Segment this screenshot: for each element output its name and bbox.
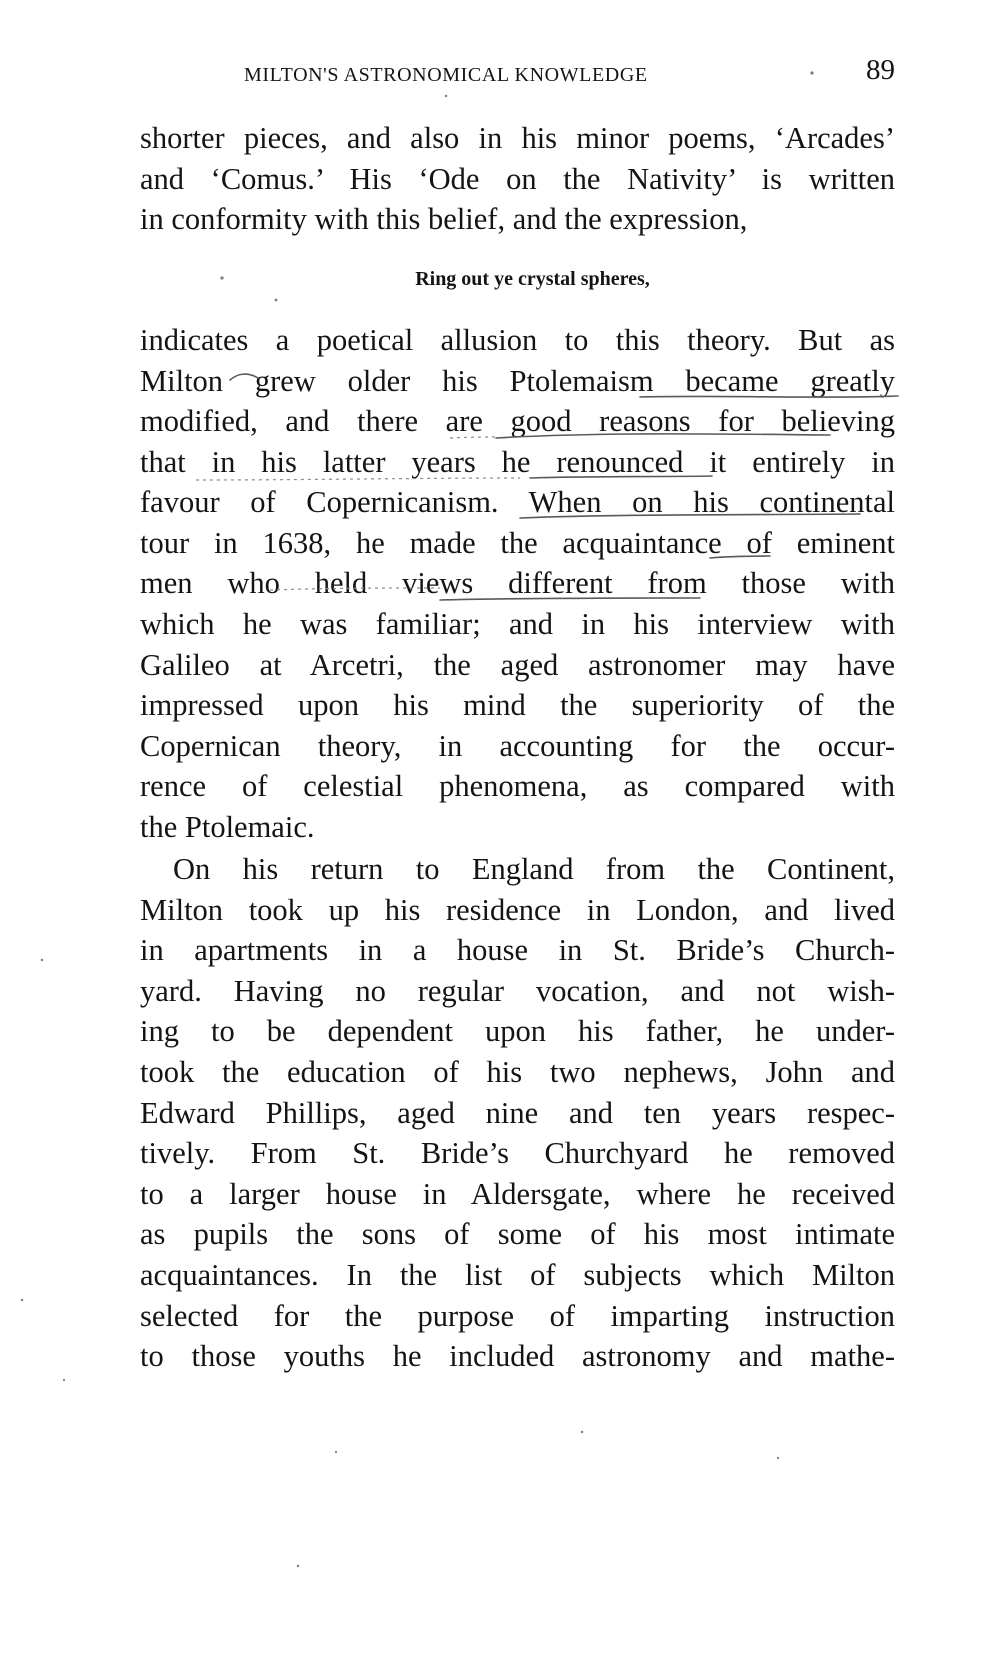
text-line: selected for the purpose of imparting instruction bbox=[140, 1299, 895, 1333]
text-line: in conformity with this belief, and the expression, bbox=[140, 202, 748, 236]
paper-speck bbox=[335, 1451, 337, 1453]
paper-speck bbox=[581, 1431, 583, 1433]
text-line: as pupils the sons of some of his most intimate bbox=[140, 1217, 895, 1251]
paper-speck bbox=[41, 959, 43, 961]
text-line: On his return to England from the Continent, bbox=[173, 852, 895, 886]
text-line: shorter pieces, and also in his minor poems, ‘Arcades’ bbox=[140, 121, 895, 155]
text-line: to those youths he included astronomy and mathe- bbox=[140, 1339, 895, 1373]
text-line: and ‘Comus.’ His ‘Ode on the Nativity’ is written bbox=[140, 162, 895, 196]
text-line: in apartments in a house in St. Bride’s Church- bbox=[140, 933, 895, 967]
paper-speck bbox=[777, 1457, 779, 1459]
text-line: which he was familiar; and in his interview with bbox=[140, 607, 895, 641]
text-line: favour of Copernicanism. When on his continental bbox=[140, 485, 895, 519]
text-line: that in his latter years he renounced it entirely in bbox=[140, 445, 895, 479]
text-line: Milton grew older his Ptolemaism became greatly bbox=[140, 364, 895, 398]
text-line: tour in 1638, he made the acquaintance of eminent bbox=[140, 526, 895, 560]
text-line: Galileo at Arcetri, the aged astronomer may have bbox=[140, 648, 895, 682]
text-line: Edward Phillips, aged nine and ten years respec- bbox=[140, 1096, 895, 1130]
text-line: yard. Having no regular vocation, and not wish- bbox=[140, 974, 895, 1008]
text-line: to a larger house in Aldersgate, where he received bbox=[140, 1177, 895, 1211]
page-header bbox=[140, 54, 895, 94]
text-line: indicates a poetical allusion to this theory. But as bbox=[140, 323, 895, 357]
text-line: tively. From St. Bride’s Churchyard he removed bbox=[140, 1136, 895, 1170]
text-line: ing to be dependent upon his father, he under- bbox=[140, 1014, 895, 1048]
paper-speck bbox=[63, 1379, 65, 1381]
text-line: took the education of his two nephews, John and bbox=[140, 1055, 895, 1089]
text-line: the Ptolemaic. bbox=[140, 810, 315, 844]
running-title: MILTON'S ASTRONOMICAL KNOWLEDGE bbox=[244, 64, 648, 86]
paper-speck bbox=[445, 95, 447, 97]
text-line: impressed upon his mind the superiority of the bbox=[140, 688, 895, 722]
text-line: acquaintances. In the list of subjects which Milton bbox=[140, 1258, 895, 1292]
paper-speck bbox=[297, 1565, 299, 1567]
paper-speck bbox=[275, 299, 278, 302]
page-number: 89 bbox=[866, 54, 895, 86]
paper-speck bbox=[21, 1299, 23, 1301]
text-line: Milton took up his residence in London, and lived bbox=[140, 893, 895, 927]
text-line: Copernican theory, in accounting for the occur- bbox=[140, 729, 895, 763]
verse-quotation: Ring out ye crystal spheres, bbox=[415, 268, 650, 290]
text-line: modified, and there are good reasons for believing bbox=[140, 404, 895, 438]
text-line: rence of celestial phenomena, as compared with bbox=[140, 769, 895, 803]
text-line: men who held views different from those with bbox=[140, 566, 895, 600]
